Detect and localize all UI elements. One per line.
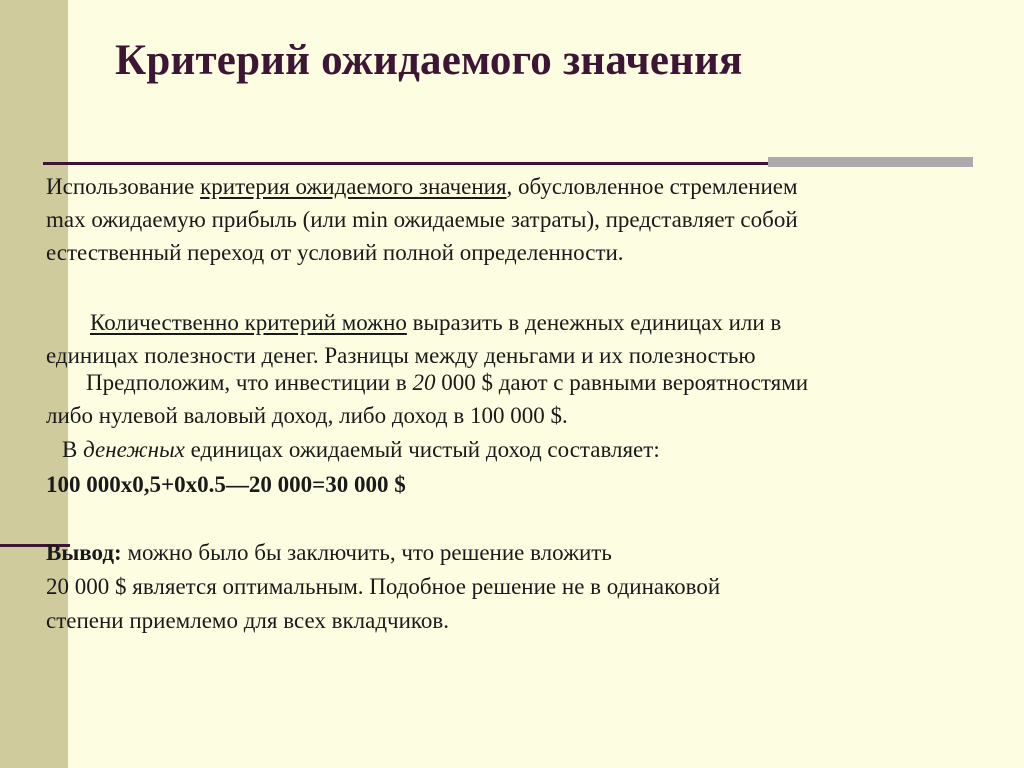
paragraph-2-line-2: единицах полезности денег. Разницы между деньгами и их полезностью	[46, 343, 756, 368]
text-span: 000 $ дают с равными вероятностями	[435, 370, 809, 395]
underlined-term: Количественно критерий можно	[90, 310, 407, 335]
formula-line: 100 000х0,5+0х0.5—20 000=30 000 $	[46, 472, 406, 497]
slide-title: Критерий ожидаемого значения	[115, 37, 743, 84]
text-span: можно было бы заключить, что решение вложить	[121, 540, 612, 565]
conclusion-line-1	[46, 541, 612, 564]
text-span: Использование	[46, 174, 201, 199]
italic-number: 20	[412, 370, 436, 395]
text-span: выразить в денежных единицах или в	[406, 310, 782, 335]
paragraph-1-line-1	[46, 175, 798, 198]
paragraph-1-line-3: естественный переход от условий полной определенности.	[46, 240, 624, 265]
paragraph-2-line-1	[90, 311, 781, 334]
decorative-divider-block	[768, 157, 973, 167]
text-span: единицах ожидаемый чистый доход составляет:	[184, 437, 660, 462]
text-span: , обусловленное стремлением	[506, 174, 798, 199]
conclusion-line-3: степени приемлемо для всех вкладчиков.	[46, 608, 450, 633]
conclusion-label: Вывод:	[46, 540, 122, 565]
underlined-term: критерия ожидаемого значения	[200, 174, 507, 199]
text-span: В	[62, 437, 84, 462]
conclusion-line-2: 20 000 $ является оптимальным. Подобное решение не в одинаковой	[46, 574, 721, 599]
italic-term: денежных	[83, 437, 185, 462]
paragraph-3-line-1	[86, 371, 808, 394]
text-span: Предположим, что инвестиции в	[86, 370, 413, 395]
paragraph-3-line-2: либо нулевой валовый доход, либо доход в 100 000 $.	[46, 403, 568, 428]
paragraph-3-line-3	[62, 438, 660, 461]
paragraph-1-line-2: max ожидаемую прибыль (или min ожидаемые затраты), представляет собой	[46, 207, 798, 232]
decorative-side-bar	[0, 0, 68, 768]
